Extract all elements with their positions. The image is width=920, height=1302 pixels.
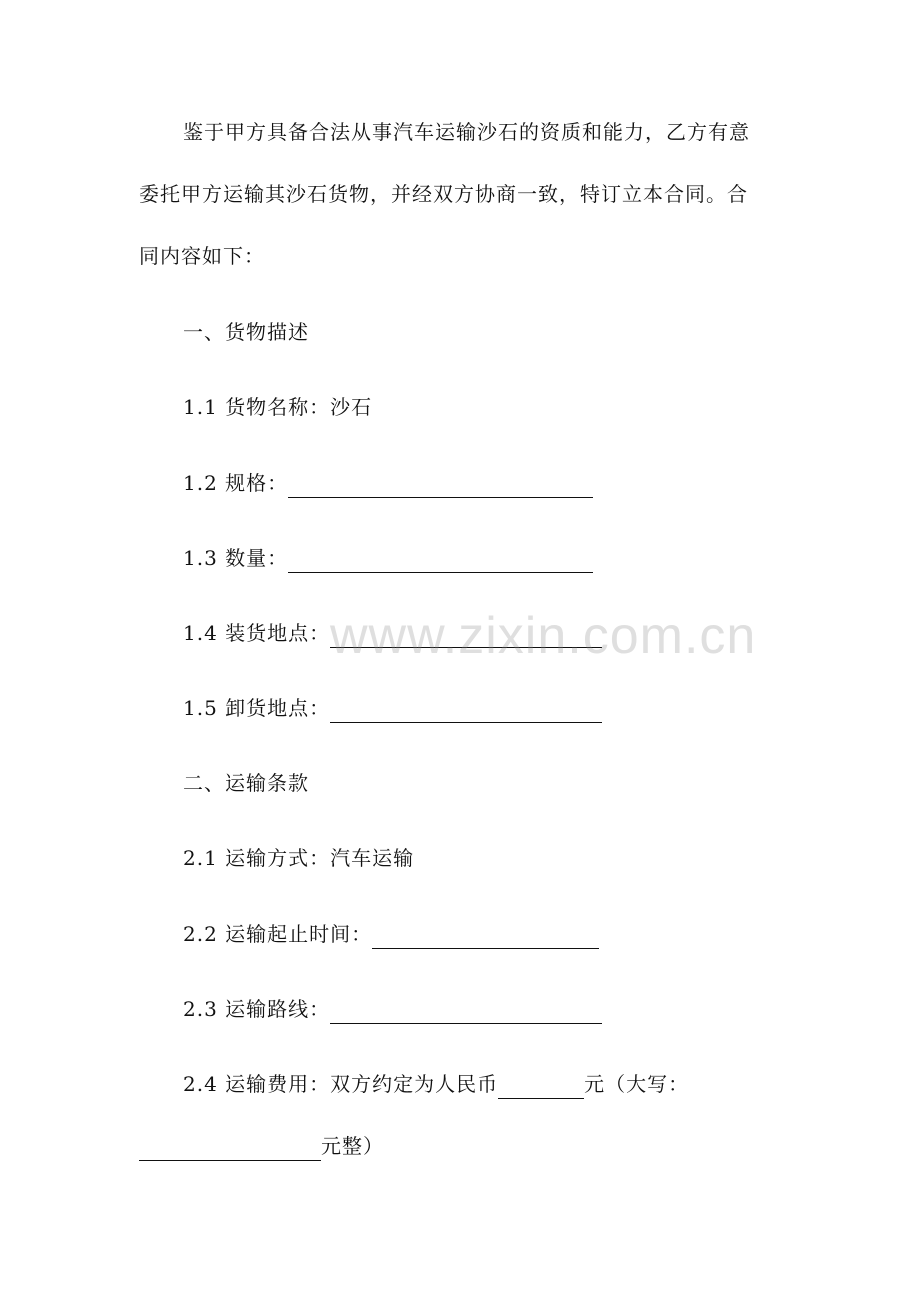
item-1-2 (183, 468, 823, 498)
item-1-5 (183, 693, 823, 723)
intro-line-1: 鉴于甲方具备合法从事汽车运输沙石的资质和能力，乙方有意 (183, 120, 750, 144)
item-1-1: 1.1 货物名称：沙石 (183, 395, 373, 419)
intro-line-2: 委托甲方运输其沙石货物，并经双方协商一致，特订立本合同。合 (139, 182, 748, 206)
item-2-4-end: 元整） (321, 1134, 384, 1158)
item-2-2-label: 2.2 运输起止时间： (183, 922, 373, 946)
item-2-4-capital: 元（大写： (584, 1072, 690, 1096)
item-1-2-label: 1.2 规格： (183, 471, 289, 495)
item-2-4 (183, 1069, 823, 1099)
section2-heading: 二、运输条款 (183, 771, 309, 795)
time-range-blank (372, 926, 599, 949)
item-2-1: 2.1 运输方式：汽车运输 (183, 846, 415, 870)
item-2-3 (183, 994, 823, 1024)
item-2-3-label: 2.3 运输路线： (183, 997, 331, 1021)
route-blank (330, 1001, 602, 1024)
item-1-5-label: 1.5 卸货地点： (183, 696, 331, 720)
fee-amount-blank (498, 1076, 584, 1099)
item-1-4-label: 1.4 装货地点： (183, 621, 331, 645)
quantity-blank (288, 550, 593, 573)
intro-line-3: 同内容如下： (139, 244, 265, 268)
fee-capital-blank (139, 1138, 321, 1161)
item-2-4-continued (139, 1131, 779, 1161)
section1-heading: 一、货物描述 (183, 320, 309, 344)
watermark: www.zixin.com.cn (330, 607, 757, 665)
spec-blank (288, 475, 593, 498)
item-1-3-label: 1.3 数量： (183, 546, 289, 570)
item-1-3 (183, 543, 823, 573)
unloading-place-blank (330, 700, 602, 723)
item-2-2 (183, 919, 823, 949)
item-2-4-label: 2.4 运输费用：双方约定为人民币 (183, 1072, 499, 1096)
